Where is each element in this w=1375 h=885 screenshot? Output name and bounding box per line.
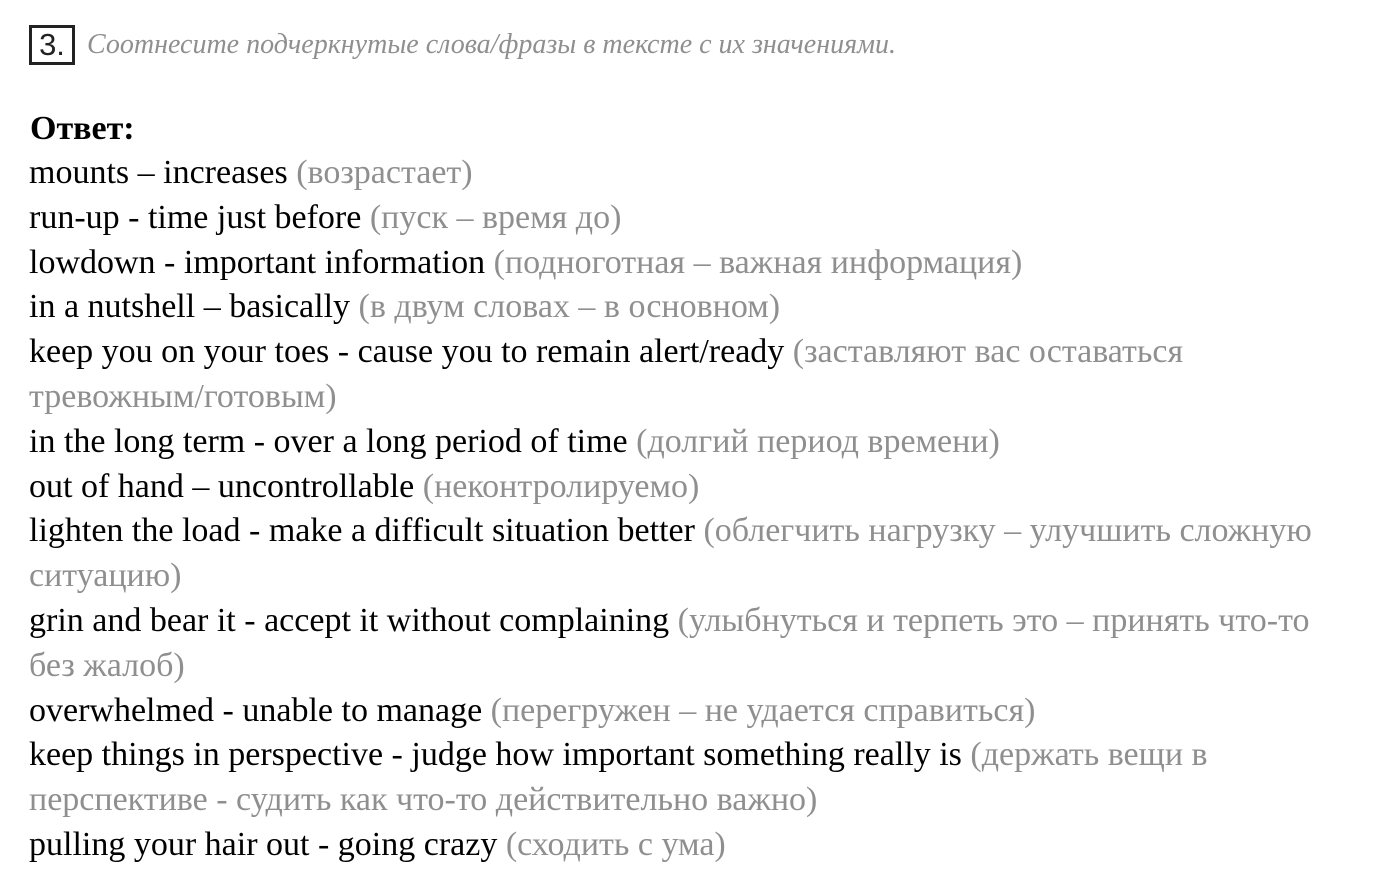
answer-translation: (подноготная – важная информация) bbox=[493, 243, 1023, 281]
answer-list bbox=[29, 151, 1339, 868]
answer-item bbox=[29, 285, 1339, 330]
answer-item bbox=[29, 689, 1339, 734]
answer-heading: Ответ: bbox=[30, 110, 135, 147]
answer-item bbox=[29, 823, 1339, 868]
answer-item bbox=[29, 241, 1339, 286]
answer-translation: (улыбнуться и терпеть это – принять что-то без жалоб) bbox=[29, 601, 1310, 684]
answer-english: lighten the load - make a difficult situation better bbox=[29, 512, 695, 550]
answer-translation: (заставляют вас оставаться тревожным/готовым) bbox=[29, 333, 1184, 415]
answer-item bbox=[29, 151, 1339, 196]
answer-item bbox=[29, 330, 1339, 420]
answer-translation: (долгий период времени) bbox=[636, 422, 1000, 460]
answer-english: keep things in perspective - judge how important something really is bbox=[29, 736, 962, 774]
answer-item bbox=[29, 599, 1339, 689]
answer-english: in the long term - over a long period of time bbox=[29, 422, 628, 460]
answer-translation: (возрастает) bbox=[296, 154, 473, 191]
answer-english: in a nutshell – basically bbox=[29, 288, 351, 326]
answer-translation: (неконтролируемо) bbox=[422, 467, 700, 505]
answer-translation: (пуск – время до) bbox=[369, 198, 622, 236]
answer-translation: (в двум словах – в основном) bbox=[358, 288, 781, 326]
answer-item bbox=[29, 465, 1339, 510]
task-number-box: 3. bbox=[29, 25, 75, 65]
answer-english: run-up - time just before bbox=[29, 198, 362, 236]
answer-translation: (сходить с ума) bbox=[505, 825, 726, 863]
answer-translation: (облегчить нагрузку – улучшить сложную ситуацию) bbox=[29, 512, 1312, 595]
answer-item bbox=[29, 196, 1339, 241]
answer-english: lowdown - important information bbox=[29, 243, 486, 281]
answer-english: keep you on your toes - cause you to remain alert/ready bbox=[29, 333, 785, 371]
answer-item bbox=[29, 509, 1339, 599]
answer-english: out of hand – uncontrollable bbox=[29, 467, 415, 505]
answer-english: overwhelmed - unable to manage bbox=[29, 691, 483, 729]
answer-english: pulling your hair out - going crazy bbox=[29, 825, 498, 863]
answer-translation: (перегружен – не удается справиться) bbox=[490, 691, 1036, 729]
answer-item bbox=[29, 420, 1339, 465]
task-header bbox=[29, 25, 896, 65]
answer-english: grin and bear it - accept it without complaining bbox=[29, 601, 670, 639]
answer-translation: (держать вещи в перспективе - судить как что-то действительно важно) bbox=[29, 736, 1208, 819]
answer-item bbox=[29, 733, 1339, 823]
answer-english: mounts – increases bbox=[29, 154, 288, 191]
task-instruction: Соотнесите подчеркнутые слова/фразы в тексте с их значениями. bbox=[87, 29, 896, 60]
